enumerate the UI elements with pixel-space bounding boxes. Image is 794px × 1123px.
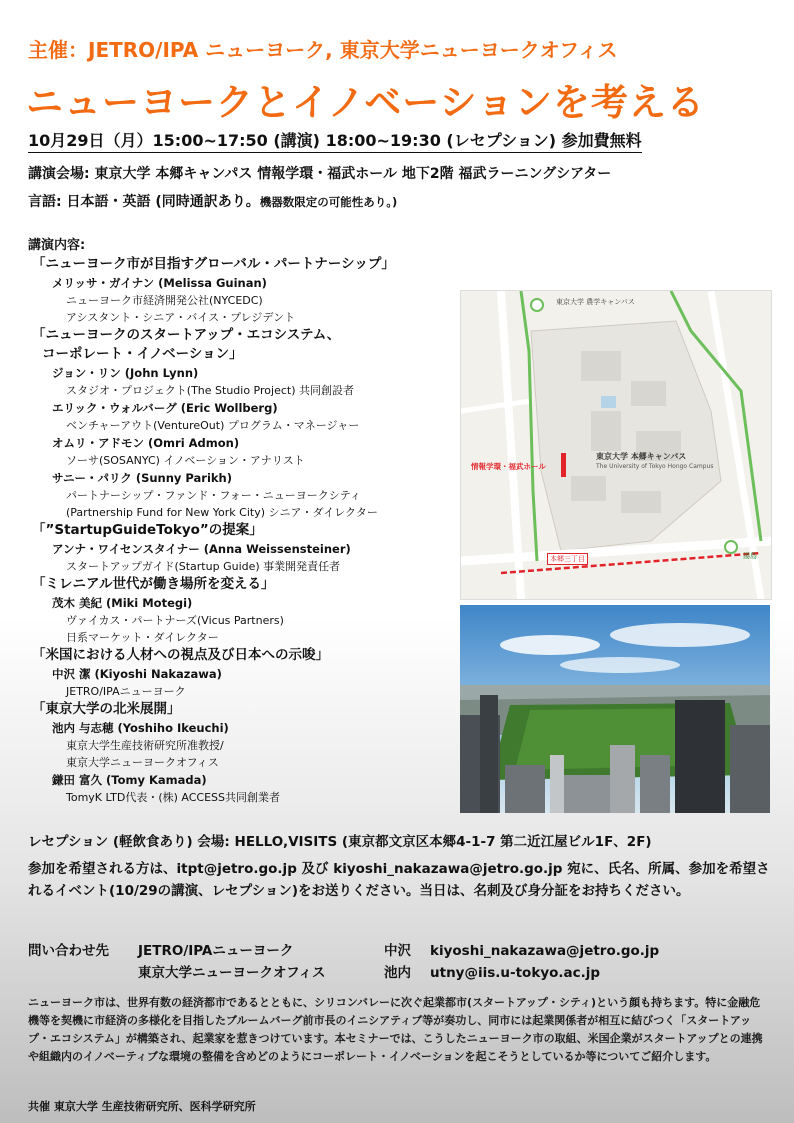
speaker-affiliation: スタートアップガイド(Startup Guide) 事業開発責任者 (66, 560, 341, 573)
event-dateline: 10月29日（月）15:00~17:50 (講演) 18:00~19:30 (レセプション) 参加費無料 (28, 128, 642, 153)
contact-org: JETRO/IPAニューヨーク (138, 943, 294, 959)
page-title: ニューヨークとイノベーションを考える (26, 81, 705, 124)
contact-block (28, 940, 659, 984)
contact-person: 中沢 (384, 943, 411, 959)
lecture-topic: 「”StartupGuideTokyo”の提案」 (32, 522, 263, 538)
map-campus-label-en: The University of Tokyo Hongo Campus (596, 463, 714, 470)
speaker-name: サニー・パリク (Sunny Parikh) (52, 471, 232, 485)
map-station1-label: 本郷三丁目 (547, 553, 588, 565)
map-station2-label: 湯島 (743, 552, 757, 560)
map-campus-label: 東京大学 本郷キャンパス (596, 452, 687, 461)
map-north-label: 東京大学 農学キャンパス (556, 298, 635, 306)
new-york-city-photo (460, 605, 770, 813)
speaker-name: 茂木 美紀 (Miki Motegi) (52, 596, 193, 610)
seminar-description: ニューヨーク市は、世界有数の経済都市であるとともに、シリコンバレーに次ぐ起業都市(スタートアップ・シティ)という顔も持ちます。特に金融危機等を契機に市経済の多様化を目指したブルームバーグ前市長のイニシアティブ等が奏功し、同市には起業関係者が相互に結びつく「スタートアップ・エコシステム」が構築され、起業家を惹きつけています。本セミナーでは、こうしたニューヨーク市の取組、米国企業がスタートアップとの連携や組織内のイノベーティブな環境の整備を含めどのようにコーポレート・イノベーションを起こそうとしているか等についてご紹介します。 (28, 996, 763, 1063)
lecture-topic: 「米国における人材への視点及び日本への示唆」 (32, 647, 329, 663)
lecture-topic-cont: コーポレート・イノベーション」 (42, 346, 243, 362)
venue-line: 講演会場: 東京大学 本郷キャンパス 情報学環・福武ホール 地下2階 福武ラーニングシアター (28, 166, 612, 182)
lecture-program (32, 255, 462, 806)
speaker-affiliation: 東京大学生産技術研究所准教授/ (66, 739, 224, 752)
cosponsor-line: 共催 東京大学 生産技術研究所、医科学研究所 (28, 1100, 256, 1113)
speaker-affiliation: JETRO/IPAニューヨーク (66, 685, 186, 698)
contact-row (28, 962, 659, 984)
speaker-name: アンナ・ワイセンスタイナー (Anna Weissensteiner) (52, 542, 351, 556)
speaker-name: 鎌田 富久 (Tomy Kamada) (52, 773, 207, 787)
central-park-image (460, 605, 770, 813)
language-line (28, 191, 397, 211)
contact-email[interactable]: utny@iis.u-tokyo.ac.jp (430, 965, 601, 981)
lecture-topic: 「ニューヨーク市が目指すグローバル・パートナーシップ」 (32, 256, 395, 272)
speaker-affiliation: スタジオ・プロジェクト(The Studio Project) 共同創設者 (66, 384, 354, 397)
speaker-affiliation: ニューヨーク市経済開発公社(NYCEDC) (66, 294, 263, 307)
speaker-affiliation: ヴァイカス・パートナーズ(Vicus Partners) (66, 614, 284, 627)
contact-person: 池内 (384, 965, 411, 981)
speaker-affiliation: パートナーシップ・ファンド・フォー・ニューヨークシティ (66, 489, 361, 502)
language-note: 機器数限定の可能性あり。) (259, 195, 398, 209)
speaker-affiliation: ソーサ(SOSANYC) イノベーション・アナリスト (66, 454, 305, 467)
contact-label: 問い合わせ先 (28, 943, 109, 959)
speaker-affiliation: (Partnership Fund for New York City) シニア・ダイレクター (66, 506, 378, 519)
lecture-topic: 「ニューヨークのスタートアップ・エコシステム、 (32, 327, 341, 343)
speaker-name: 中沢 潔 (Kiyoshi Nakazawa) (52, 667, 222, 681)
campus-map-graphic (461, 291, 771, 599)
lecture-topic: 「ミレニアル世代が働き場所を変える」 (32, 576, 275, 592)
speaker-affiliation: TomyK LTD代表・(株) ACCESS共同創業者 (66, 791, 281, 804)
map-venue-label: 情報学環・福武ホール (471, 462, 546, 471)
speaker-name: ジョン・リン (John Lynn) (52, 366, 199, 380)
application-instructions: 参加を希望される方は、itpt@jetro.go.jp 及び kiyoshi_nakazawa@jetro.go.jp 宛に、氏名、所属、参加を希望されるイベント(10/29の講演、レセプション)をお送りください。当日は、名刺及び身分証をお持ちください。 (28, 861, 770, 899)
lectures-heading: 講演内容: (28, 238, 86, 253)
speaker-affiliation: ベンチャーアウト(VentureOut) プログラム・マネージャー (66, 419, 360, 432)
campus-map (460, 290, 772, 600)
contact-email[interactable]: kiyoshi_nakazawa@jetro.go.jp (430, 943, 660, 959)
speaker-affiliation: アシスタント・シニア・バイス・プレジデント (66, 311, 296, 324)
speaker-affiliation: 東京大学ニューヨークオフィス (66, 756, 219, 769)
speaker-name: 池内 与志穂 (Yoshiho Ikeuchi) (52, 721, 229, 735)
contact-org: 東京大学ニューヨークオフィス (138, 965, 326, 981)
speaker-name: エリック・ウォルバーグ (Eric Wollberg) (52, 401, 278, 415)
language-text: 言語: 日本語・英語 (同時通訳あり。 (28, 194, 260, 210)
reception-line: レセプション (軽飲食あり) 会場: HELLO,VISITS (東京都文京区本郷4-1-7 第二近江屋ビル1F、2F) (28, 834, 652, 850)
speaker-name: メリッサ・ガイナン (Melissa Guinan) (52, 276, 267, 290)
lecture-topic: 「東京大学の北米展開」 (32, 701, 181, 717)
speaker-name: オムリ・アドモン (Omri Admon) (52, 436, 240, 450)
organizer-line: 主催：JETRO/IPA ニューヨーク, 東京大学ニューヨークオフィス (28, 38, 618, 62)
contact-row (28, 940, 659, 962)
speaker-affiliation: 日系マーケット・ダイレクター (66, 631, 219, 644)
